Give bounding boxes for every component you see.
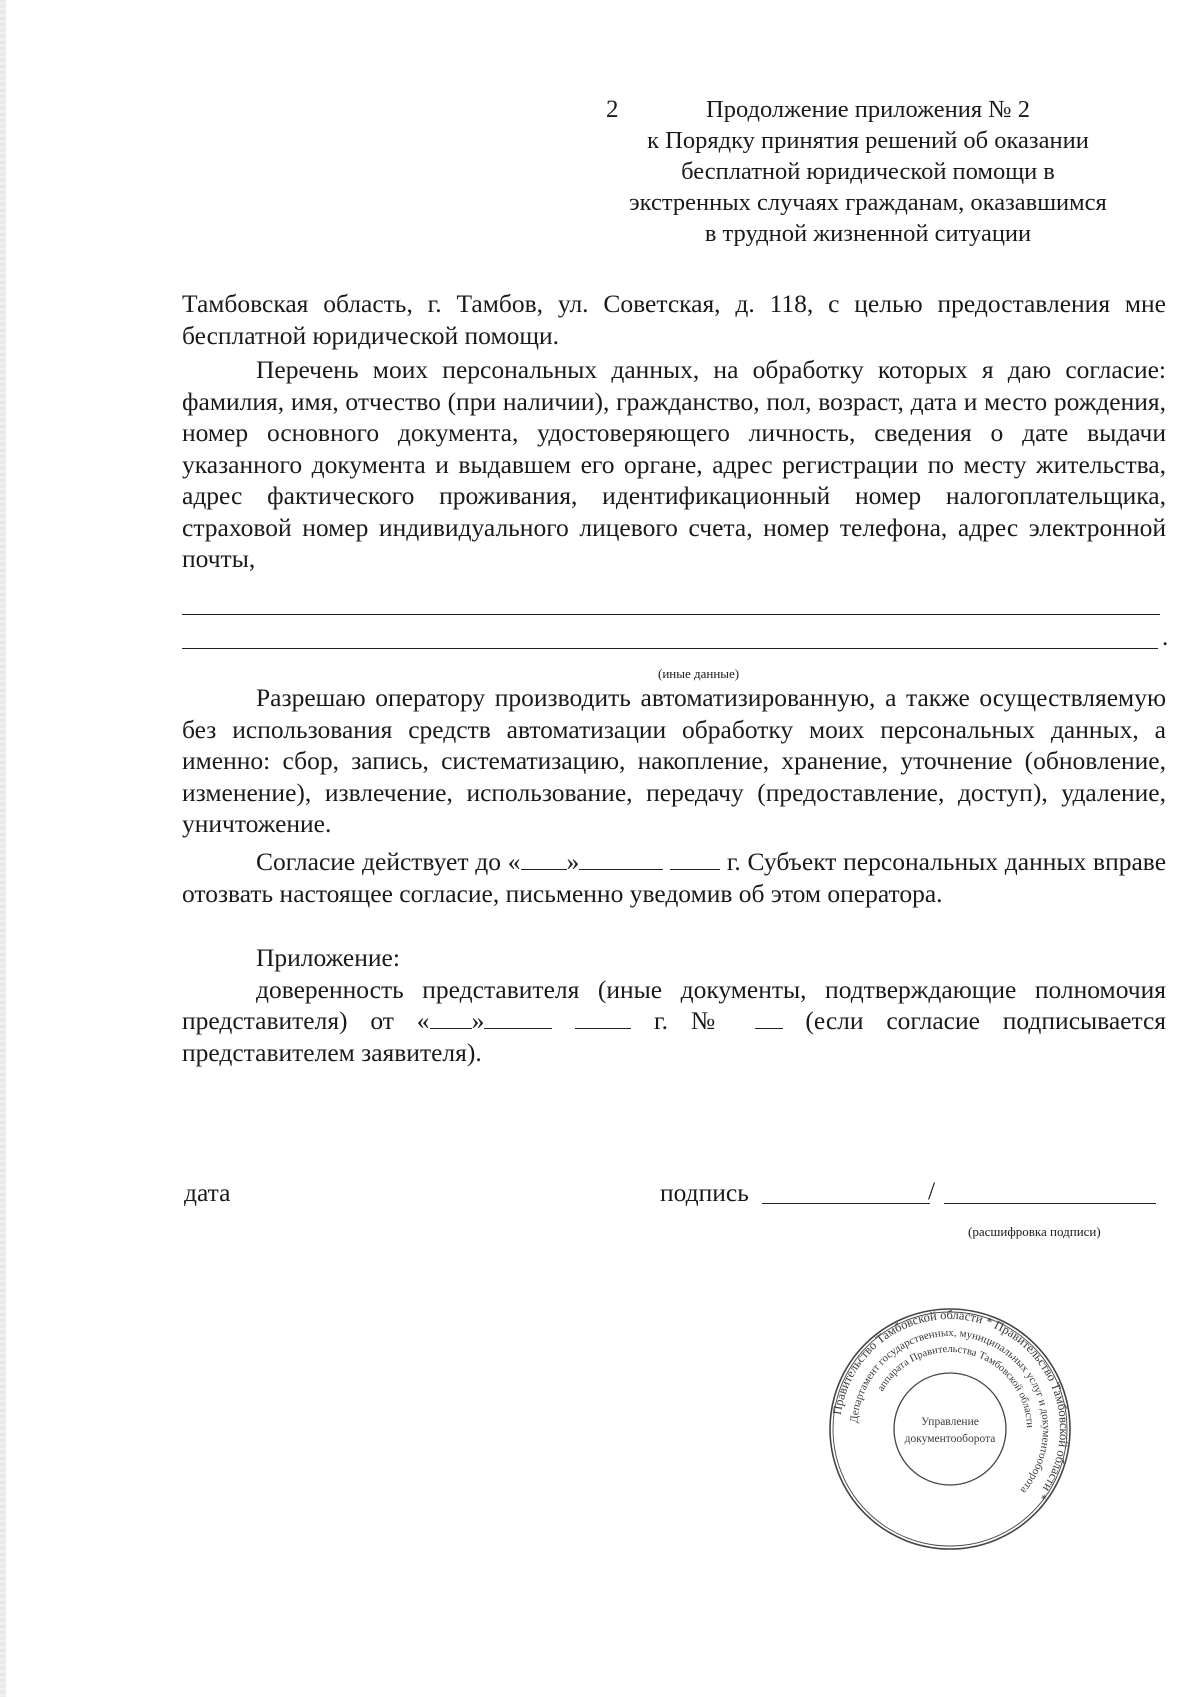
stamp-inner-text: аппарата Правительства Тамбовской области xyxy=(875,1343,1036,1429)
appendix-number-label: г. № xyxy=(631,1006,755,1035)
validity-text-start: Согласие действует до « xyxy=(256,847,521,876)
stamp-center-line1: Управление xyxy=(921,1416,979,1428)
fill-in-line xyxy=(182,614,1160,615)
stamp-center-ring xyxy=(894,1373,1006,1485)
appendix-block xyxy=(182,942,1166,1068)
header-line: бесплатной юридической помощи в xyxy=(681,158,1055,185)
validity-paragraph xyxy=(182,846,1166,909)
validity-quote-close: » xyxy=(566,847,580,876)
official-stamp xyxy=(828,1306,1072,1552)
month-blank xyxy=(484,1008,552,1029)
header-line: к Порядку принятия решений об оказании xyxy=(647,127,1089,154)
address-paragraph: Тамбовская область, г. Тамбов, ул. Советская, д. 118, с целью предоставления мне бесплатной юридической помощи. xyxy=(182,289,1166,350)
page-number: 2 xyxy=(606,96,619,123)
number-blank xyxy=(755,1008,783,1029)
stamp-center-line2: документооборота xyxy=(904,1433,996,1445)
appendix-text-start: доверенность представителя (иные документы, подтверждающие полномочия представителя) от « xyxy=(182,974,1166,1035)
appendix-quote-close: » xyxy=(471,1006,485,1035)
line-end-period: . xyxy=(1162,624,1169,651)
header-line: Продолжение приложения № 2 xyxy=(706,96,1030,123)
fill-in-line xyxy=(182,648,1158,649)
signature-decode-caption: (расшифровка подписи) xyxy=(968,1224,1101,1239)
header-line: в трудной жизненной ситуации xyxy=(704,220,1032,247)
signature-slash: / xyxy=(928,1176,936,1205)
year-blank xyxy=(670,849,720,870)
signature-decode-line xyxy=(944,1203,1156,1204)
scan-edge xyxy=(0,0,6,1697)
appendix-title: Приложение: xyxy=(256,943,400,972)
day-blank xyxy=(521,849,567,870)
processing-permission-paragraph: Разрешаю оператору производить автоматизированную, а также осуществляемую без использования средств автоматизации обработку моих персональных данных, а именно: сбор, запись, систематизацию, накопление, хранение, уточнение (обновление, изменение), извлечение, использование, передачу (предоставление, доступ), удаление, уничтожение. xyxy=(182,683,1166,838)
appendix-paragraph xyxy=(182,974,1166,1069)
date-label: дата xyxy=(184,1178,231,1207)
other-data-caption: (иные данные) xyxy=(658,666,740,681)
appendix-header xyxy=(618,94,1118,249)
year-blank xyxy=(575,1008,631,1029)
personal-data-list-paragraph: Перечень моих персональных данных, на обработку которых я даю согласие: фамилия, имя, отчество (при наличии), гражданство, пол, возраст, дата и место рождения, номер основного документа, удостоверяющего личность, сведения о дате выдачи указанного документа и выдавшем его органе, адрес регистрации по месту жительства, адрес фактического проживания, идентификационный номер налогоплательщика, страховой номер индивидуального лицевого счета, номер телефона, адрес электронной почты, xyxy=(182,355,1166,573)
stamp-outer-text: Правительство Тамбовской области * Правительство Тамбовской области * xyxy=(829,1307,1072,1503)
signature-label: подпись xyxy=(660,1178,749,1207)
appendix-text-end: (если согласие подписывается представителем заявителя). xyxy=(182,1006,1166,1067)
validity-text-end: г. Субъект персональных данных вправе отозвать настоящее согласие, письменно уведомив об этом оператора. xyxy=(182,847,1167,908)
month-blank xyxy=(579,849,663,870)
day-blank xyxy=(430,1008,472,1029)
signature-line xyxy=(762,1203,930,1204)
header-line: экстренных случаях гражданам, оказавшимся xyxy=(629,189,1107,216)
stamp-middle-text: Департамент государственных, муниципальных услуг и документооборота xyxy=(848,1326,1053,1496)
